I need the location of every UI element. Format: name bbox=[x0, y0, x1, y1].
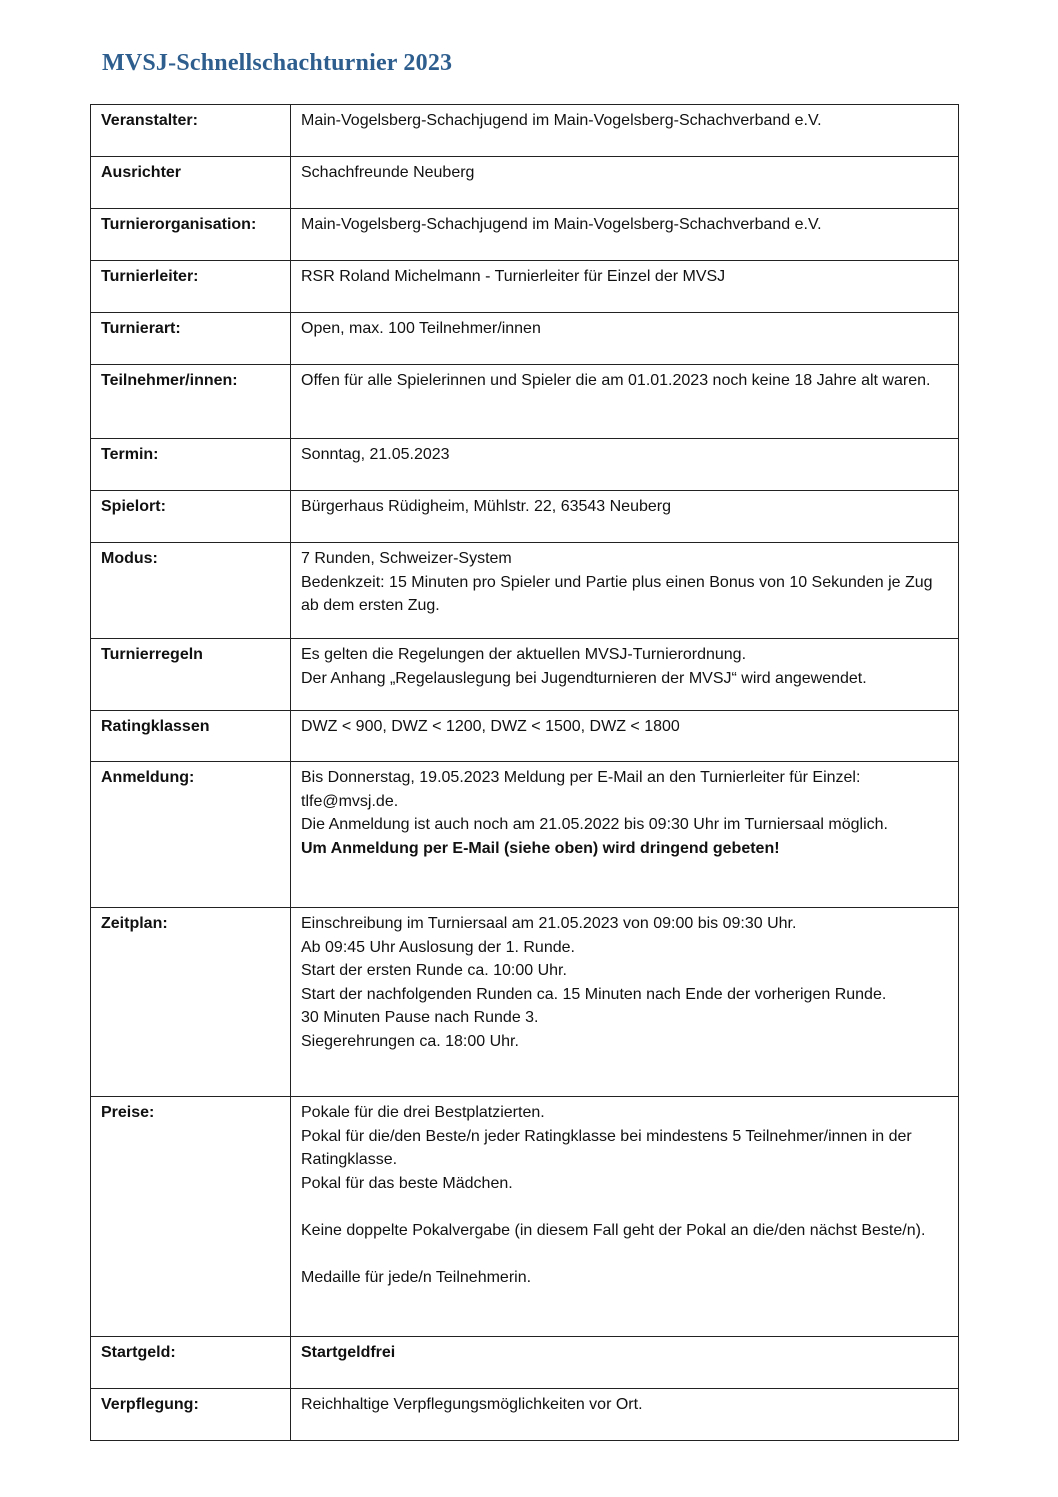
row-label: Zeitplan: bbox=[91, 908, 291, 1097]
row-value bbox=[291, 209, 959, 261]
row-label: Anmeldung: bbox=[91, 762, 291, 908]
table-row-turnierart bbox=[91, 313, 959, 365]
value-line: Der Anhang „Regelauslegung bei Jugendturnieren der MVSJ“ wird angewendet. bbox=[301, 669, 867, 687]
table-row-turnierorganisation bbox=[91, 209, 959, 261]
table-row-anmeldung bbox=[91, 762, 959, 908]
value-line: Pokale für die drei Bestplatzierten. bbox=[301, 1104, 545, 1121]
row-label: Turnierleiter: bbox=[91, 261, 291, 313]
row-label: Modus: bbox=[91, 543, 291, 639]
row-label: Spielort: bbox=[91, 491, 291, 543]
table-row-turnierregeln bbox=[91, 639, 959, 711]
value-line: Bürgerhaus Rüdigheim, Mühlstr. 22, 63543 Neuberg bbox=[301, 498, 671, 515]
page-title: MVSJ-Schnellschachturnier 2023 bbox=[102, 50, 453, 76]
row-value bbox=[291, 365, 959, 439]
row-value bbox=[291, 908, 959, 1097]
value-line: RSR Roland Michelmann - Turnierleiter für Einzel der MVSJ bbox=[301, 268, 726, 285]
blank-line bbox=[301, 1195, 949, 1219]
row-label: Veranstalter: bbox=[91, 105, 291, 157]
blank-line bbox=[301, 1242, 949, 1266]
row-label: Preise: bbox=[91, 1097, 291, 1337]
row-label: Teilnehmer/innen: bbox=[91, 365, 291, 439]
row-value bbox=[291, 762, 959, 908]
row-label: Ausrichter bbox=[91, 157, 291, 209]
row-value bbox=[291, 1389, 959, 1441]
value-line: Offen für alle Spielerinnen und Spieler die am 01.01.2023 noch keine 18 Jahre alt waren. bbox=[301, 372, 931, 389]
value-line: Pokal für das beste Mädchen. bbox=[301, 1174, 513, 1192]
value-line: Ab 09:45 Uhr Auslosung der 1. Runde. bbox=[301, 938, 575, 956]
row-value bbox=[291, 261, 959, 313]
value-line: Start der ersten Runde ca. 10:00 Uhr. bbox=[301, 962, 567, 979]
row-value bbox=[291, 543, 959, 639]
value-line: Start der nachfolgenden Runden ca. 15 Minuten nach Ende der vorherigen Runde. bbox=[301, 985, 887, 1003]
row-value bbox=[291, 313, 959, 365]
table-row-spielort bbox=[91, 491, 959, 543]
value-line: Bedenkzeit: 15 Minuten pro Spieler und Partie plus einen Bonus von 10 Sekunden je Zug ab dem ersten Zug. bbox=[301, 573, 937, 614]
value-line: Main-Vogelsberg-Schachjugend im Main-Vogelsberg-Schachverband e.V. bbox=[301, 216, 822, 233]
value-line: Schachfreunde Neuberg bbox=[301, 164, 475, 181]
table-row-veranstalter bbox=[91, 105, 959, 157]
row-value bbox=[291, 1337, 959, 1389]
table-row-verpflegung bbox=[91, 1389, 959, 1441]
row-label: Verpflegung: bbox=[91, 1389, 291, 1441]
table-row-turnierleiter bbox=[91, 261, 959, 313]
value-line: Medaille für jede/n Teilnehmerin. bbox=[301, 1268, 532, 1286]
table-row-zeitplan bbox=[91, 908, 959, 1097]
row-value bbox=[291, 105, 959, 157]
value-line-bold: Um Anmeldung per E-Mail (siehe oben) wird dringend gebeten! bbox=[301, 839, 780, 857]
row-value bbox=[291, 157, 959, 209]
row-value bbox=[291, 711, 959, 762]
value-line: Main-Vogelsberg-Schachjugend im Main-Vogelsberg-Schachverband e.V. bbox=[301, 112, 822, 129]
value-line: Bis Donnerstag, 19.05.2023 Meldung per E-Mail an den Turnierleiter für Einzel: tlfe@mvsj.de. bbox=[301, 769, 865, 810]
value-line: Keine doppelte Pokalvergabe (in diesem Fall geht der Pokal an die/den nächst Beste/n). bbox=[301, 1221, 926, 1239]
table-row-termin bbox=[91, 439, 959, 491]
value-line-bold: Startgeldfrei bbox=[301, 1344, 396, 1361]
table-row-startgeld bbox=[91, 1337, 959, 1389]
row-value bbox=[291, 439, 959, 491]
value-line: 30 Minuten Pause nach Runde 3. bbox=[301, 1009, 539, 1026]
info-table bbox=[90, 104, 959, 1441]
value-line: 7 Runden, Schweizer-System bbox=[301, 550, 512, 567]
row-value bbox=[291, 491, 959, 543]
row-label: Ratingklassen bbox=[91, 711, 291, 762]
value-line: Es gelten die Regelungen der aktuellen MVSJ-Turnierordnung. bbox=[301, 646, 747, 663]
value-line: Sonntag, 21.05.2023 bbox=[301, 446, 450, 463]
row-label: Turnierregeln bbox=[91, 639, 291, 711]
value-line: Einschreibung im Turniersaal am 21.05.2023 von 09:00 bis 09:30 Uhr. bbox=[301, 915, 797, 932]
row-value bbox=[291, 639, 959, 711]
row-label: Startgeld: bbox=[91, 1337, 291, 1389]
value-line: DWZ < 900, DWZ < 1200, DWZ < 1500, DWZ < 1800 bbox=[301, 718, 680, 735]
table-row-ausrichter bbox=[91, 157, 959, 209]
value-line: Open, max. 100 Teilnehmer/innen bbox=[301, 320, 541, 337]
value-line: Die Anmeldung ist auch noch am 21.05.2022 bis 09:30 Uhr im Turniersaal möglich. bbox=[301, 816, 888, 833]
value-line: Siegerehrungen ca. 18:00 Uhr. bbox=[301, 1032, 519, 1050]
value-line: Reichhaltige Verpflegungsmöglichkeiten vor Ort. bbox=[301, 1396, 643, 1413]
row-label: Turnierorganisation: bbox=[91, 209, 291, 261]
row-label: Termin: bbox=[91, 439, 291, 491]
row-label: Turnierart: bbox=[91, 313, 291, 365]
table-row-preise bbox=[91, 1097, 959, 1337]
value-line: Pokal für die/den Beste/n jeder Ratingklasse bei mindestens 5 Teilnehmer/innen in der Ratingklasse. bbox=[301, 1127, 917, 1168]
table-row-modus bbox=[91, 543, 959, 639]
table-row-teilnehmer-innen bbox=[91, 365, 959, 439]
row-value bbox=[291, 1097, 959, 1337]
table-row-ratingklassen bbox=[91, 711, 959, 762]
